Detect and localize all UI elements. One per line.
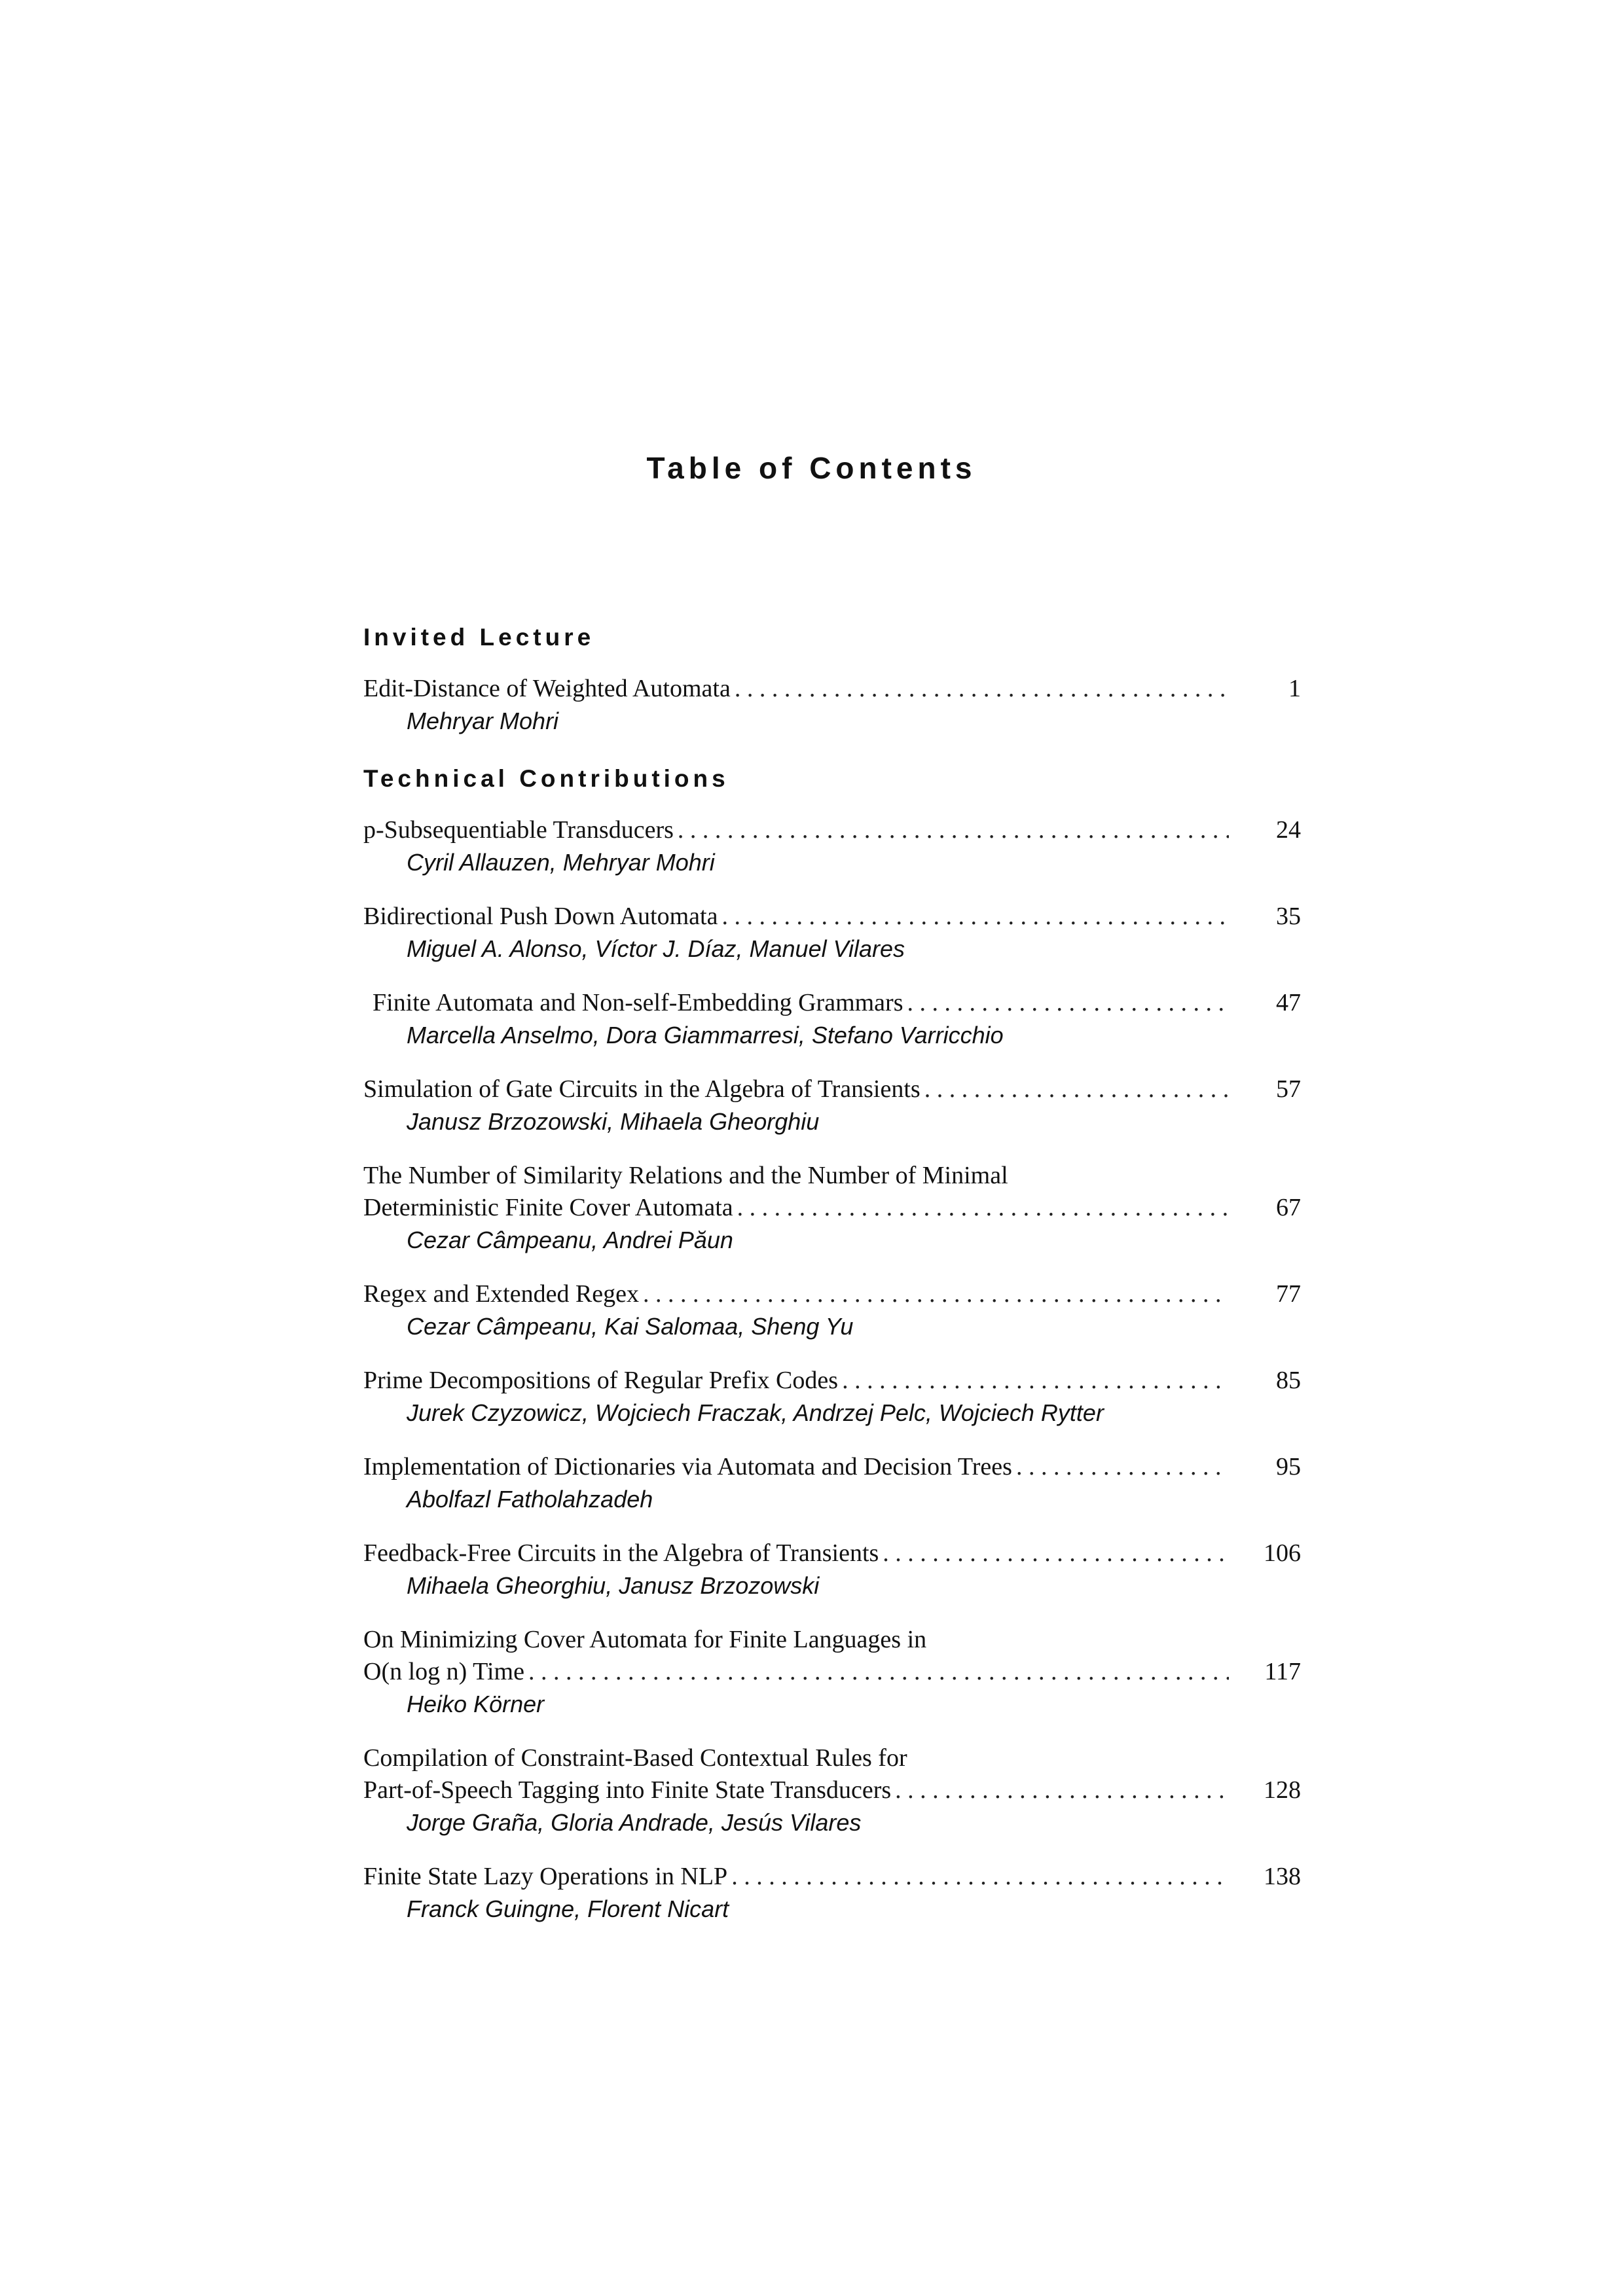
entry-title-line — [363, 1451, 1301, 1483]
page-number: 117 — [1264, 1658, 1301, 1685]
entry-title: Edit-Distance of Weighted Automata — [363, 675, 731, 702]
entry-title-line-1 — [363, 1742, 1301, 1774]
entry-title-line-1 — [363, 1624, 1301, 1656]
toc-entry — [363, 987, 1301, 1051]
dot-leader — [678, 814, 1229, 846]
entry-authors: Mihaela Gheorghiu, Janusz Brzozowski — [407, 1572, 820, 1599]
entry-authors: Cyril Allauzen, Mehryar Mohri — [407, 849, 715, 876]
entry-title-line — [363, 1774, 1301, 1806]
dot-leader — [883, 1537, 1229, 1570]
dot-leader — [721, 901, 1229, 933]
dot-leader — [528, 1656, 1229, 1688]
entry-title: Part-of-Speech Tagging into Finite State Transducers — [363, 1776, 892, 1804]
entry-title-line — [363, 901, 1301, 933]
page-title: Table of Contents — [646, 451, 977, 485]
page-number: 85 — [1276, 1367, 1301, 1394]
entry-authors: Abolfazl Fatholahzadeh — [407, 1486, 653, 1513]
page-number: 106 — [1264, 1539, 1301, 1567]
entry-title-line — [363, 1537, 1301, 1570]
entry-authors: Cezar Câmpeanu, Kai Salomaa, Sheng Yu — [407, 1313, 854, 1340]
toc-entry — [363, 1073, 1301, 1138]
toc-entry — [363, 1624, 1301, 1720]
dot-leader — [907, 987, 1230, 1019]
entry-title: p-Subsequentiable Transducers — [363, 816, 674, 844]
entry-title-part: Compilation of Constraint-Based Contextual Rules for — [363, 1744, 907, 1772]
entry-authors: Cezar Câmpeanu, Andrei Păun — [407, 1227, 733, 1253]
page-number: 138 — [1264, 1863, 1301, 1890]
entry-title-line — [363, 1278, 1301, 1310]
entry-authors: Franck Guingne, Florent Nicart — [407, 1895, 729, 1922]
toc-entry — [363, 1861, 1301, 1925]
dot-leader — [924, 1073, 1229, 1105]
entry-title-line — [363, 987, 1301, 1019]
page-number: 35 — [1276, 903, 1301, 930]
dot-leader — [737, 1192, 1229, 1224]
entry-title-line — [363, 1365, 1301, 1397]
entry-title: O(n log n) Time — [363, 1658, 524, 1685]
page-number: 128 — [1264, 1776, 1301, 1804]
toc-entry — [363, 1278, 1301, 1342]
entry-title: Bidirectional Push Down Automata — [363, 903, 718, 930]
entry-title: Deterministic Finite Cover Automata — [363, 1194, 733, 1221]
toc-entry — [363, 1537, 1301, 1602]
page-number: 67 — [1276, 1194, 1301, 1221]
entry-title-line-1 — [363, 1160, 1301, 1192]
entry-authors: Janusz Brzozowski, Mihaela Gheorghiu — [407, 1108, 820, 1135]
toc-entry — [363, 901, 1301, 965]
entry-authors: Mehryar Mohri — [407, 708, 559, 734]
toc-entry — [363, 1451, 1301, 1515]
entry-authors: Miguel A. Alonso, Víctor J. Díaz, Manuel Vilares — [407, 935, 905, 962]
page-number: 24 — [1276, 816, 1301, 844]
entry-title: Finite State Lazy Operations in NLP — [363, 1863, 728, 1890]
entry-title-part: On Minimizing Cover Automata for Finite Languages in — [363, 1626, 927, 1653]
entry-title-line — [363, 673, 1301, 705]
page-number: 95 — [1276, 1453, 1301, 1480]
entry-title-line — [363, 1656, 1301, 1688]
page-number: 57 — [1276, 1075, 1301, 1103]
entry-title: Prime Decompositions of Regular Prefix Codes — [363, 1367, 839, 1394]
dot-leader — [643, 1278, 1229, 1310]
page-number: 77 — [1276, 1280, 1301, 1308]
toc-entry — [363, 814, 1301, 878]
entry-title: Finite Automata and Non-self-Embedding Grammars — [373, 989, 903, 1016]
page-number: 47 — [1276, 989, 1301, 1016]
toc-entry — [363, 1160, 1301, 1256]
entry-title-line — [363, 1192, 1301, 1224]
dot-leader — [895, 1774, 1229, 1806]
entry-title-line — [363, 1073, 1301, 1105]
page-number: 1 — [1288, 675, 1301, 702]
entry-title: Implementation of Dictionaries via Automata and Decision Trees — [363, 1453, 1012, 1480]
section-heading: Technical Contributions — [363, 765, 729, 792]
table-of-contents — [363, 620, 1301, 1947]
dot-leader — [731, 1861, 1229, 1893]
dot-leader — [735, 673, 1229, 705]
toc-entry — [363, 1742, 1301, 1839]
entry-title: Feedback-Free Circuits in the Algebra of Transients — [363, 1539, 879, 1567]
toc-entry — [363, 673, 1301, 737]
dot-leader — [1016, 1451, 1229, 1483]
entry-title-part: The Number of Similarity Relations and the Number of Minimal — [363, 1162, 1008, 1189]
entry-authors: Jorge Graña, Gloria Andrade, Jesús Vilares — [407, 1809, 862, 1836]
entry-authors: Heiko Körner — [407, 1691, 545, 1717]
section-heading: Invited Lecture — [363, 624, 595, 651]
entry-title-line — [363, 814, 1301, 846]
dot-leader — [842, 1365, 1229, 1397]
entry-title-line — [363, 1861, 1301, 1893]
entry-authors: Jurek Czyzowicz, Wojciech Fraczak, Andrzej Pelc, Wojciech Rytter — [407, 1399, 1104, 1426]
entry-title: Simulation of Gate Circuits in the Algebra of Transients — [363, 1075, 921, 1103]
toc-entry — [363, 1365, 1301, 1429]
entry-authors: Marcella Anselmo, Dora Giammarresi, Stefano Varricchio — [407, 1022, 1004, 1049]
entry-title: Regex and Extended Regex — [363, 1280, 640, 1308]
